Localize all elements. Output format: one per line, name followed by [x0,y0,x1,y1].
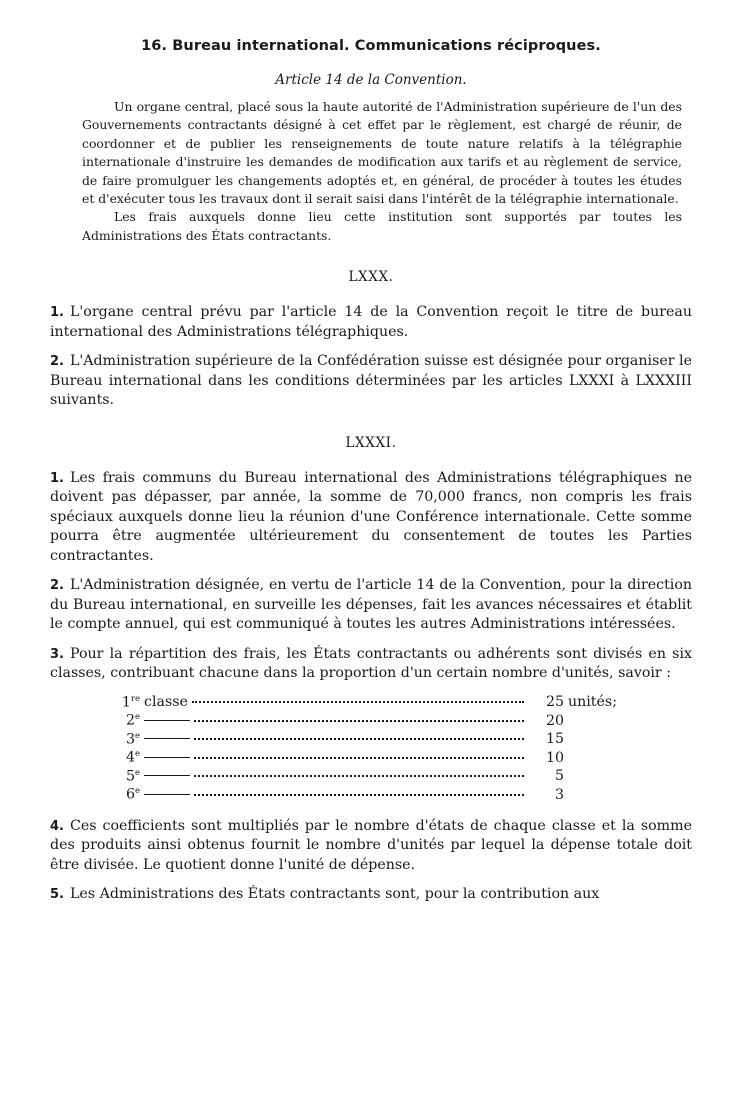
class-units-value: 25 [545,694,564,711]
class-ordinal: 6e [125,786,140,803]
ditto-dash [144,757,190,758]
dot-leader [194,775,524,777]
class-units-label: unités; [568,694,617,711]
numbered-paragraph [50,303,692,342]
paragraph-text: Les Administrations des États contractants sont, pour la contribution aux [69,886,600,903]
article-subheading: Article 14 de la Convention. [275,72,467,88]
article-paragraph: Un organe central, placé sous la haute autorité de l'Administration supérieure de l'un des Gouvernements contractants désigné à cet effet par le règlement, est chargé de réunir, de coordonner et de publier les renseignements de toute nature relatifs à la télégraphie internationale d'instruire les demandes de modification aux tarifs et au règlement de service, de faire promulguer les changements adoptés et, en général, de procéder à toutes les études et d'exécuter tous les travaux dont il serait saisi dans l'intérêt de la télégraphie internationale. [82,99,682,207]
dot-leader [194,738,524,740]
dot-leader [194,757,524,759]
dot-leader [194,794,524,796]
dot-leader [192,701,524,703]
class-row [110,768,630,787]
paragraph-number: 5. [50,887,64,903]
class-table [110,694,630,805]
class-units-value: 20 [545,712,564,729]
paragraph-text: L'Administration désignée, en vertu de l'article 14 de la Convention, pour la direction du Bureau international, en surveille les dépenses, fait les avances nécessaires et établit le compte annuel, qui est communiqué à toutes les autres Administrations intéressées. [50,577,692,633]
section-title-lxxxi: LXXXI. [345,434,397,451]
paragraph-number: 2. [50,578,64,594]
paragraph-number: 4. [50,818,64,834]
class-units-value: 5 [554,768,564,785]
class-units-value: 15 [545,731,564,748]
numbered-paragraph [50,352,692,411]
class-units-value: 3 [554,786,564,803]
numbered-paragraph [50,645,692,684]
class-ordinal: 5e [125,767,140,785]
class-row [110,712,630,731]
article-paragraph: Les frais auxquels donne lieu cette institution sont supportés par toutes les Administrations des États contractants. [82,209,682,243]
ditto-dash [144,794,190,795]
class-ordinal: 3e [125,730,140,748]
numbered-paragraph [50,469,692,567]
numbered-paragraph [50,576,692,635]
ditto-dash [144,720,190,721]
class-ordinal: 4e [125,749,140,766]
paragraph-text: Les frais communs du Bureau international des Administrations télégraphiques ne doivent pas dépasser, par année, la somme de 70,000 francs, non compris les frais spéciaux auxquels donne lieu la réunion d'une Conférence internationale. Cette somme pourra être augmentée ultérieurement du consentement de toutes les Parties contractantes. [50,469,692,564]
paragraph-text: L'Administration supérieure de la Confédération suisse est désignée pour organiser le Bureau international dans les conditions déterminées par les articles LXXXI à LXXXIII suivants. [50,353,692,409]
class-ordinal: 1re [121,693,140,711]
numbered-paragraph [50,817,692,876]
paragraph-text: Pour la répartition des frais, les États contractants ou adhérents sont divisés en six classes, contribuant chacune dans la proportion d'un certain nombre d'unités, savoir : [50,645,692,682]
ditto-dash [144,775,190,776]
document-page [50,38,692,915]
section-title-lxxx: LXXX. [348,269,394,286]
chapter-heading: 16. Bureau international. Communications réciproques. [141,38,601,54]
paragraph-text: L'organe central prévu par l'article 14 de la Convention reçoit le titre de bureau international des Administrations télégraphiques. [50,304,692,340]
ditto-dash [144,738,190,739]
paragraph-number: 1. [50,470,64,486]
dot-leader [194,720,524,722]
class-ordinal: 2e [125,712,140,729]
paragraph-number: 1. [50,305,64,321]
class-units-value: 10 [545,749,564,766]
class-row [110,731,630,750]
paragraph-text: Ces coefficients sont multipliés par le nombre d'états de chaque classe et la somme des produits ainsi obtenus fournit le nombre d'unités par lequel la dépense totale doit être divisée. Le quotient donne l'unité de dépense. [50,817,692,873]
paragraph-number: 2. [50,354,64,370]
class-row [110,749,630,768]
numbered-paragraph [50,885,692,905]
paragraph-number: 3. [50,646,64,662]
class-word: classe [144,694,188,711]
class-row [110,694,630,713]
class-row [110,786,630,805]
